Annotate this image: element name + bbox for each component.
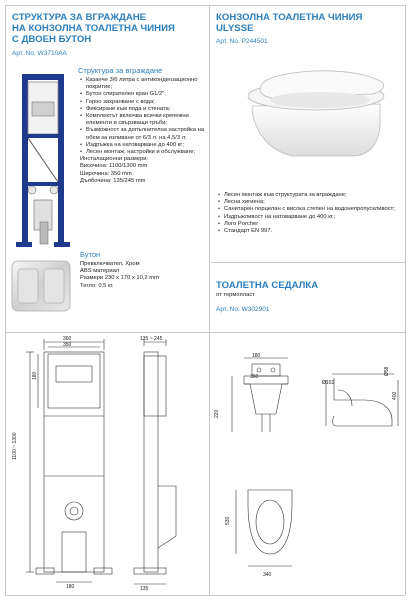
dim-label: 360 [250, 374, 259, 380]
wall-hung-toilet-image [232, 60, 392, 168]
flush-button-image [10, 253, 74, 325]
wc-title-line-1: КОНЗОЛНА ТОАЛЕТНА ЧИНИЯ [216, 12, 363, 23]
top-border [5, 5, 405, 6]
button-spec: Размери 230 х 170 х 10,2 mm [80, 275, 159, 282]
dim-label: Ø102 [322, 380, 335, 386]
dim-label: 180 [66, 584, 75, 590]
seat-subtitle: от термопласт [216, 292, 255, 298]
dim-label: 135 [140, 586, 149, 592]
frame-feature: • Лесен монтаж, настройки и обслужване; [86, 149, 206, 156]
frame-feature: • Бутон спирателен кран G1/2"; [86, 91, 206, 98]
frame-feature: • Казанче 3/6 литра с антикондензационно покритие; [86, 77, 206, 91]
installation-frame-image [12, 72, 74, 250]
dims-line: Височина: 1100/1300 mm [80, 163, 148, 170]
wc-title-line-2: ULYSSE [216, 23, 254, 34]
dim-label: 340 [263, 572, 272, 578]
dim-label: 350 [63, 342, 72, 348]
right-border [405, 5, 406, 595]
dim-label: 180 [32, 371, 38, 380]
dim-label: Ø58 [384, 366, 390, 376]
dim-label: 360 [63, 336, 72, 342]
frame-feature: • Горно захранване с вода; [86, 99, 206, 106]
center-divider [209, 5, 210, 595]
wc-technical-drawing [214, 340, 404, 590]
frame-feature: • Възможност за допълнителна настройка на обем за изливане от 6/3 л. на 4,5/3 л; [86, 127, 206, 141]
dim-label: 180 [252, 353, 261, 359]
frame-features-list [80, 77, 206, 185]
frame-feature: • Комплектът включва всички крепежни елементи и свързващи тръби; [86, 113, 206, 127]
frame-technical-drawing [10, 336, 206, 592]
dim-label: 530 [225, 516, 231, 525]
dims-line: Инсталационни размери: [80, 156, 149, 163]
dims-line: Широчина: 350 mm [80, 170, 132, 177]
button-title: Бутон [80, 250, 101, 259]
frame-title-line-1: СТРУКТУРА ЗА ВГРАЖДАНЕ [12, 12, 147, 23]
dim-label: 1100 ~ 1300 [12, 432, 18, 460]
left-border [5, 5, 6, 595]
button-spec: ABS материал [80, 268, 120, 275]
wc-features-list [218, 192, 404, 235]
wc-feature: • Лесна хигиена; [224, 199, 404, 206]
wc-article: Арт. No. P244501 [216, 38, 268, 45]
button-spec: Тегло: 0,5 кг. [80, 282, 114, 289]
frame-title-line-3: С ДВОЕН БУТОН [12, 34, 92, 45]
frame-title [12, 12, 202, 45]
frame-features-title: Структура за вграждане [78, 66, 163, 75]
dims-line: Дълбочина: 135/245 mm [80, 177, 146, 184]
seat-title: ТОАЛЕТНА СЕДАЛКА [216, 280, 319, 291]
frame-feature: • Фиксиране към пода и стената; [86, 106, 206, 113]
dim-label: 400 [392, 391, 398, 400]
seat-article: Арт. No. W302901 [216, 306, 270, 313]
button-spec: Превключвател, Хром [80, 261, 140, 267]
wc-feature: • Лесен монтаж към структурата за вграждане; [224, 192, 404, 199]
wc-feature: • Лого Porcher [224, 221, 404, 228]
dim-label: 220 [214, 409, 220, 418]
dim-label: 135 ~ 245 [140, 336, 163, 342]
frame-feature: • Издръжка на натоварване до 400 кг; [86, 142, 206, 149]
frame-article: Арт. No. W3710AA [12, 50, 67, 57]
right-divider [211, 262, 405, 263]
wc-feature: • Санитарен порцелан с висока степен на водонепропускливост; [224, 206, 404, 213]
frame-title-line-2: НА КОНЗОЛНА ТОАЛЕТНА ЧИНИЯ [12, 23, 175, 34]
bottom-border [5, 595, 405, 596]
button-specs [80, 261, 206, 290]
middle-divider [5, 332, 405, 333]
wc-feature: • Стандарт EN 997. [224, 228, 404, 235]
wc-title [216, 12, 401, 34]
wc-feature: • Издръжливост на натоварване до 400 кг.; [224, 214, 404, 221]
